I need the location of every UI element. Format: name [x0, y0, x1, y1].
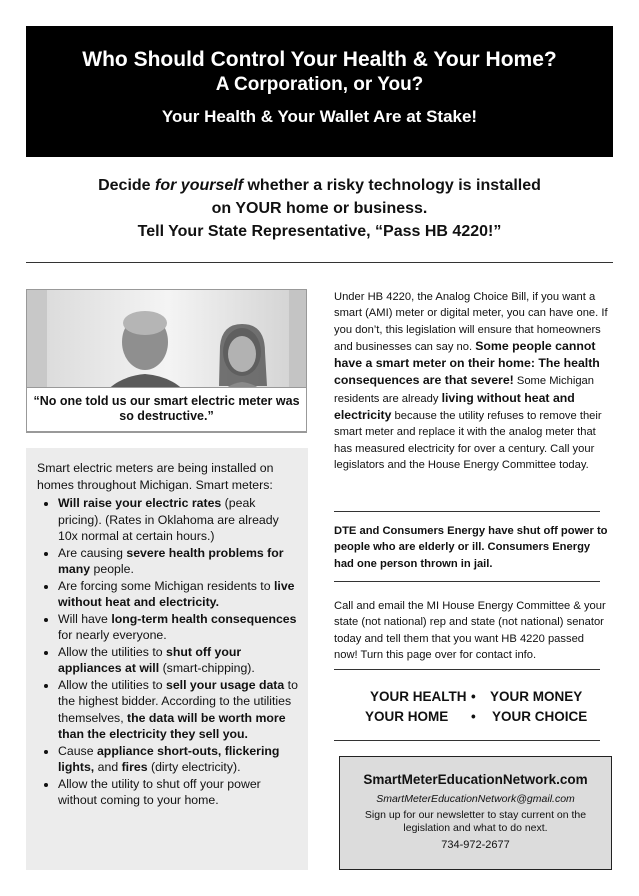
headline: Who Should Control Your Health & Your Home? [82, 48, 557, 71]
call-to-action: Tell Your State Representative, “Pass HB 4220!” [137, 223, 502, 240]
list-item: • Are forcing some Michigan residents to live without heat and electricity. [58, 578, 300, 611]
divider [334, 511, 600, 512]
divider [334, 740, 600, 741]
action-instructions: Call and email the MI House Energy Committee & your state (not national) rep and state (not national) senator today and tell them that you want HB 4220 passed now! Turn this page over for contact info. [334, 600, 606, 661]
slogan-block: YOUR HEALTH • YOUR MONEY YOUR HOME • YOUR CHOICE [334, 687, 600, 727]
list-item: • Allow the utilities to sell your usage data to the highest bidder. According to the utilities themselves, the data will be worth more than the electricity they sell you. [58, 677, 300, 743]
newsletter-note: Sign up for our newsletter to stay current on the legislation and what to do next. [364, 809, 587, 834]
list-item: • Will raise your electric rates (peak pricing). (Rates in Oklahoma are already 10x normal at certain hours.) [58, 495, 300, 545]
list-item: • Allow the utility to shut off your power without coming to your home. [58, 776, 300, 809]
smart-meter-facts-box [26, 448, 308, 870]
tagline: Your Health & Your Wallet Are at Stake! [161, 107, 478, 126]
list-item: • Allow the utilities to shut off your appliances at will (smart-chipping). [58, 644, 300, 677]
contact-box [339, 756, 612, 870]
divider [26, 262, 613, 263]
phone-number: 734-972-2677 [441, 839, 510, 851]
bullet-icon: • [471, 709, 476, 724]
header-banner [26, 26, 613, 157]
divider [334, 581, 600, 582]
bullet-icon: • [471, 689, 476, 704]
photo-caption: “No one told us our smart electric meter was so destructive.” [26, 387, 307, 432]
subheadline: A Corporation, or You? [215, 74, 424, 95]
utility-shutoff-notice: DTE and Consumers Energy have shut off power to people who are elderly or ill. Consumers Energy had one person thrown in jail. [334, 525, 608, 570]
list-item: • Will have long-term health consequences for nearly everyone. [58, 611, 300, 644]
facts-list [37, 495, 300, 809]
divider [334, 669, 600, 670]
hb4220-explainer: Under HB 4220, the Analog Choice Bill, if you want a smart (AMI) meter or digital meter, you can have one. If you don’t, this legislation will ensure that homeowners and businesses can say no. Some people cannot have a smart meter on their home: The health consequences are that severe! Some Michigan residents are already living without heat and electricity because the utility refuses to remove their smart meter and replace it with the analog meter that has measured electricity for over a century. Call your legislators and the House Energy Committee today. [334, 291, 608, 471]
list-item: • Are causing severe health problems for many people. [58, 545, 300, 578]
website-link[interactable]: SmartMeterEducationNetwork.com [363, 772, 588, 787]
email-link[interactable]: SmartMeterEducationNetwork@gmail.com [376, 793, 575, 805]
emphasis-text: for yourself [155, 177, 244, 194]
list-item: • Cause appliance short-outs, flickering lights, and fires (dirty electricity). [58, 743, 300, 776]
intro-callout: Decide for yourself whether a risky technology is installed on YOUR home or business. Tell Your State Representative, “Pass HB 4220!” [26, 174, 613, 243]
facts-lead: Smart electric meters are being installed on homes throughout Michigan. Smart meters: [37, 461, 274, 492]
